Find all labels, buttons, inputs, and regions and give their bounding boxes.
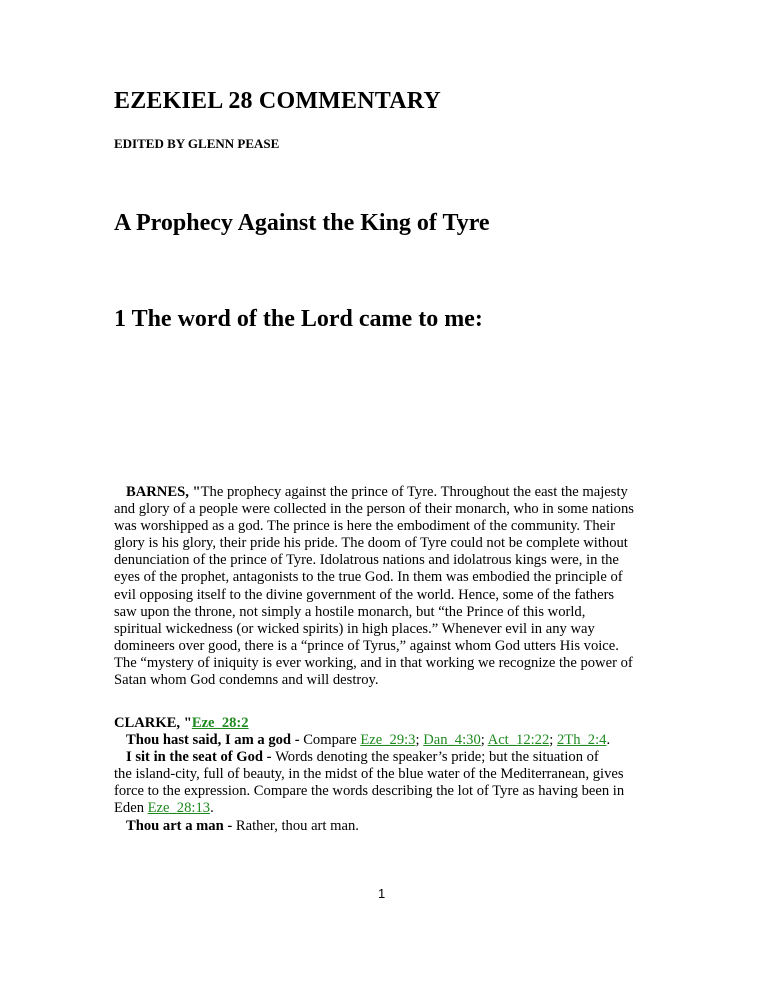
barnes-line: domineers over good, there is a “prince of Tyrus,” against whom God utters His voice. <box>114 637 619 654</box>
clarke-text: Eden <box>114 800 148 817</box>
lemma-text: I sit in the seat of God - <box>126 749 276 766</box>
clarke-commentary <box>114 715 659 835</box>
clarke-line <box>114 800 659 817</box>
punctuation: . <box>606 732 611 749</box>
barnes-line: evil opposing itself to the divine government of the world. Hence, some of the fathers <box>114 586 615 603</box>
clarke-text: Words denoting the speaker’s pride; but the situation of <box>275 749 599 766</box>
verse-heading: 1 The word of the Lord came to me: <box>114 306 483 332</box>
barnes-label: BARNES, " <box>126 484 201 500</box>
barnes-text: The prophecy against the prince of Tyre. Throughout the east the majesty <box>200 484 628 500</box>
separator: ; <box>549 732 557 749</box>
barnes-line: spiritual wickedness (or wicked spirits) in high places.” Whenever evil in any way <box>114 620 595 637</box>
barnes-line: denunciation of the prince of Tyre. Idolatrous nations and idolatrous kings were, in the <box>114 552 619 569</box>
clarke-line <box>114 715 659 732</box>
scripture-link[interactable]: Act_12:22 <box>487 732 550 749</box>
barnes-line: was worshipped as a god. The prince is here the embodiment of the community. Their <box>114 518 616 535</box>
scripture-link[interactable]: Dan_4:30 <box>423 732 481 749</box>
barnes-line <box>114 484 659 501</box>
separator: ; <box>415 732 424 749</box>
page-number: 1 <box>378 886 386 901</box>
clarke-text: Rather, thou art man. <box>235 817 359 834</box>
lemma-text: Thou hast said, I am a god - <box>126 732 304 749</box>
clarke-line: the island-city, full of beauty, in the midst of the blue water of the Mediterranean, gives <box>114 766 624 783</box>
scripture-link[interactable]: Eze_29:3 <box>360 732 416 749</box>
barnes-commentary <box>114 484 659 689</box>
scripture-link[interactable]: 2Th_2:4 <box>556 732 607 749</box>
clarke-label: CLARKE, " <box>114 715 192 731</box>
document-title: EZEKIEL 28 COMMENTARY <box>114 88 441 114</box>
section-heading: A Prophecy Against the King of Tyre <box>114 210 490 236</box>
lemma-text: Thou art a man - <box>126 817 236 834</box>
clarke-line <box>114 732 659 749</box>
barnes-line: glory is his glory, their pride his pride. The doom of Tyre could not be complete without <box>114 535 628 552</box>
separator: ; <box>480 732 488 749</box>
scripture-link[interactable]: Eze_28:2 <box>191 715 249 731</box>
punctuation: . <box>210 800 214 817</box>
scripture-link[interactable]: Eze_28:13 <box>147 800 211 817</box>
barnes-line: The “mystery of iniquity is ever working, and in that working we recognize the power of <box>114 654 633 671</box>
barnes-line: eyes of the prophet, antagonists to the true God. In them was embodied the principle of <box>114 569 623 586</box>
barnes-line: saw upon the throne, not simply a hostile monarch, but “the Prince of this world, <box>114 603 586 620</box>
clarke-text: Compare <box>303 732 361 749</box>
document-subtitle: EDITED BY GLENN PEASE <box>114 136 280 151</box>
clarke-line: force to the expression. Compare the words describing the lot of Tyre as having been in <box>114 783 625 800</box>
barnes-line: Satan whom God condemns and will destroy. <box>114 672 379 689</box>
barnes-line: and glory of a people were collected in the person of their monarch, who in some nations <box>114 501 634 518</box>
clarke-line <box>114 818 659 835</box>
clarke-line <box>114 749 659 766</box>
